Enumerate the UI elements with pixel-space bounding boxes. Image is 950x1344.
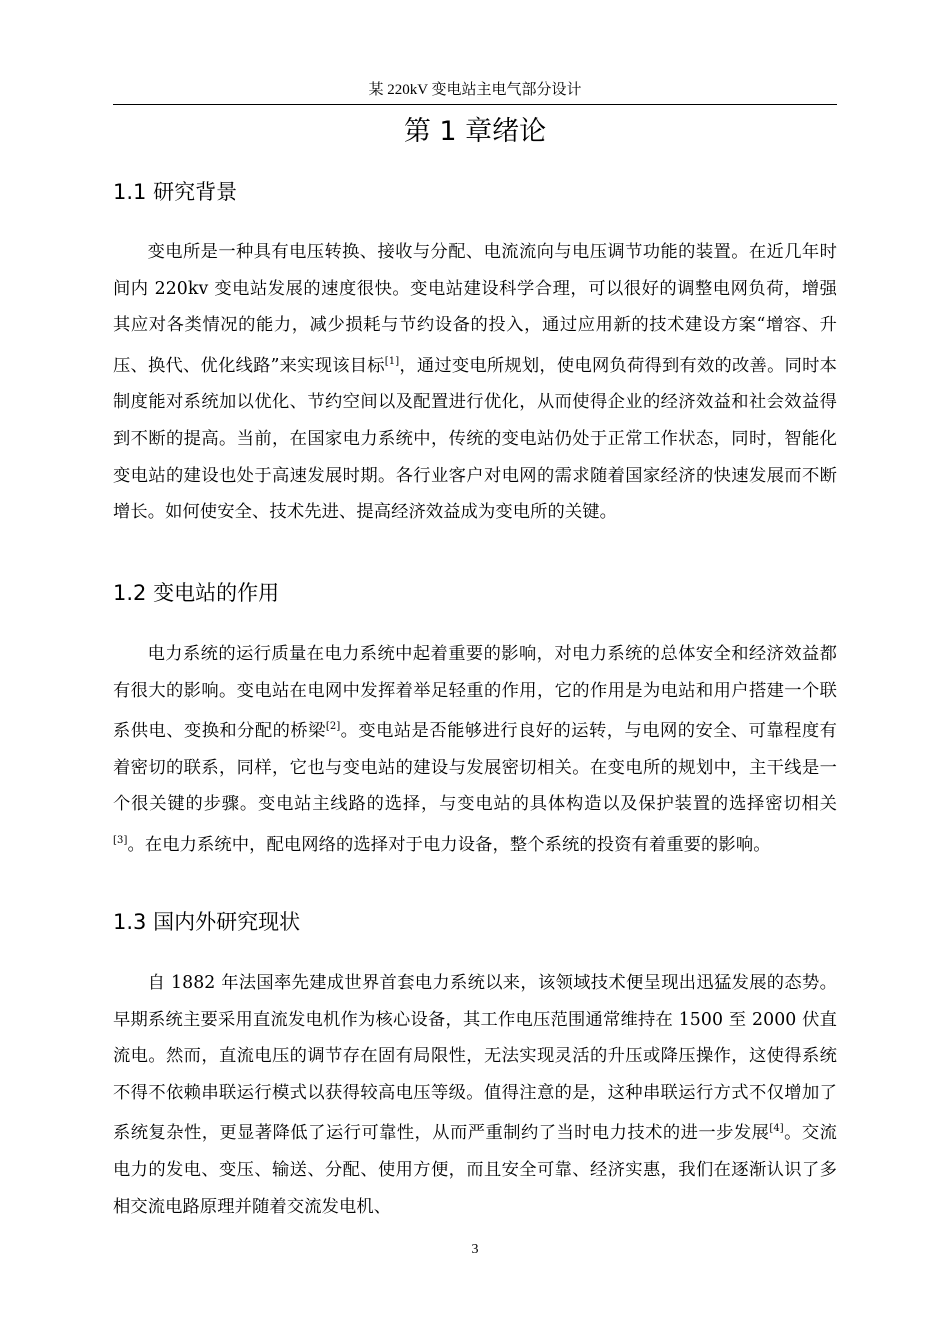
section-heading-1-2: 1.2 变电站的作用 [113, 581, 280, 605]
page-number: 3 [471, 1242, 479, 1257]
section-1-1-paragraph [113, 234, 837, 531]
citation-ref: [1] [384, 355, 400, 367]
paragraph-text: 变电所是一种具有电压转换、接收与分配、电流流向与电压调节功能的装置。在近几年时间内 220kv 变电站发展的速度很快。变电站建设科学合理，可以很好的调整电网负荷，增强其应对各类情况的能力，减少损耗与节约设备的投入，通过应用新的技术建设方案“增容、升压、换代、优化线路”来实现该目标 [113, 242, 837, 376]
paragraph-text: 自 1882 年法国率先建成世界首套电力系统以来，该领域技术便呈现出迅猛发展的态势。早期系统主要采用直流发电机作为核心设备，其工作电压范围通常维持在 1500 至 2000 伏直流电。然而，直流电压的调节存在固有局限性，无法实现灵活的升压或降压操作，这使得系统不得不依赖串联运行模式以获得较高电压等级。值得注意的是，这种串联运行方式不仅增加了系统复杂性，更显著降低了运行可靠性，从而严重制约了当时电力技术的进一步发展 [113, 973, 837, 1144]
section-1-3-paragraph [113, 965, 837, 1225]
running-header: 某 220kV 变电站主电气部分设计 [113, 80, 837, 105]
section-heading-1-3: 1.3 国内外研究现状 [113, 910, 301, 934]
section-1-2-paragraph [113, 636, 837, 864]
chapter-title: 第 1 章绪论 [403, 116, 547, 147]
citation-ref: [4] [769, 1123, 784, 1135]
citation-ref: [2] [325, 721, 341, 733]
paragraph-text: 。在电力系统中，配电网络的选择对于电力设备，整个系统的投资有着重要的影响。 [127, 834, 771, 855]
paragraph-text: 。交流电力的发电、变压、输送、分配、使用方便，而且安全可靠、经济实惠，我们在逐渐认识了多相交流电路原理并随着交流发电机、 [113, 1123, 837, 1217]
paragraph-text: 电力系统的运行质量在电力系统中起着重要的影响，对电力系统的总体安全和经济效益都有很大的影响。变电站在电网中发挥着举足轻重的作用，它的作用是为电站和用户搭建一个联系供电、变换和分配的桥梁 [113, 644, 837, 742]
paragraph-text: 。变电站是否能够进行良好的运转，与电网的安全、可靠程度有着密切的联系，同样，它也与变电站的建设与发展密切相关。在变电所的规划中，主干线是一个很关键的步骤。变电站主线路的选择，与变电站的具体构造以及保护装置的选择密切相关 [113, 721, 837, 815]
paragraph-text: ，通过变电所规划，使电网负荷得到有效的改善。同时本制度能对系统加以优化、节约空间以及配置进行优化，从而使得企业的经济效益和社会效益得到不断的提高。当前，在国家电力系统中，传统的变电站仍处于正常工作状态，同时，智能化变电站的建设也处于高速发展时期。各行业客户对电网的需求随着国家经济的快速发展而不断增长。如何使安全、技术先进、提高经济效益成为变电所的关键。 [113, 355, 837, 523]
citation-ref: [3] [113, 834, 128, 846]
section-heading-1-1: 1.1 研究背景 [113, 180, 238, 204]
